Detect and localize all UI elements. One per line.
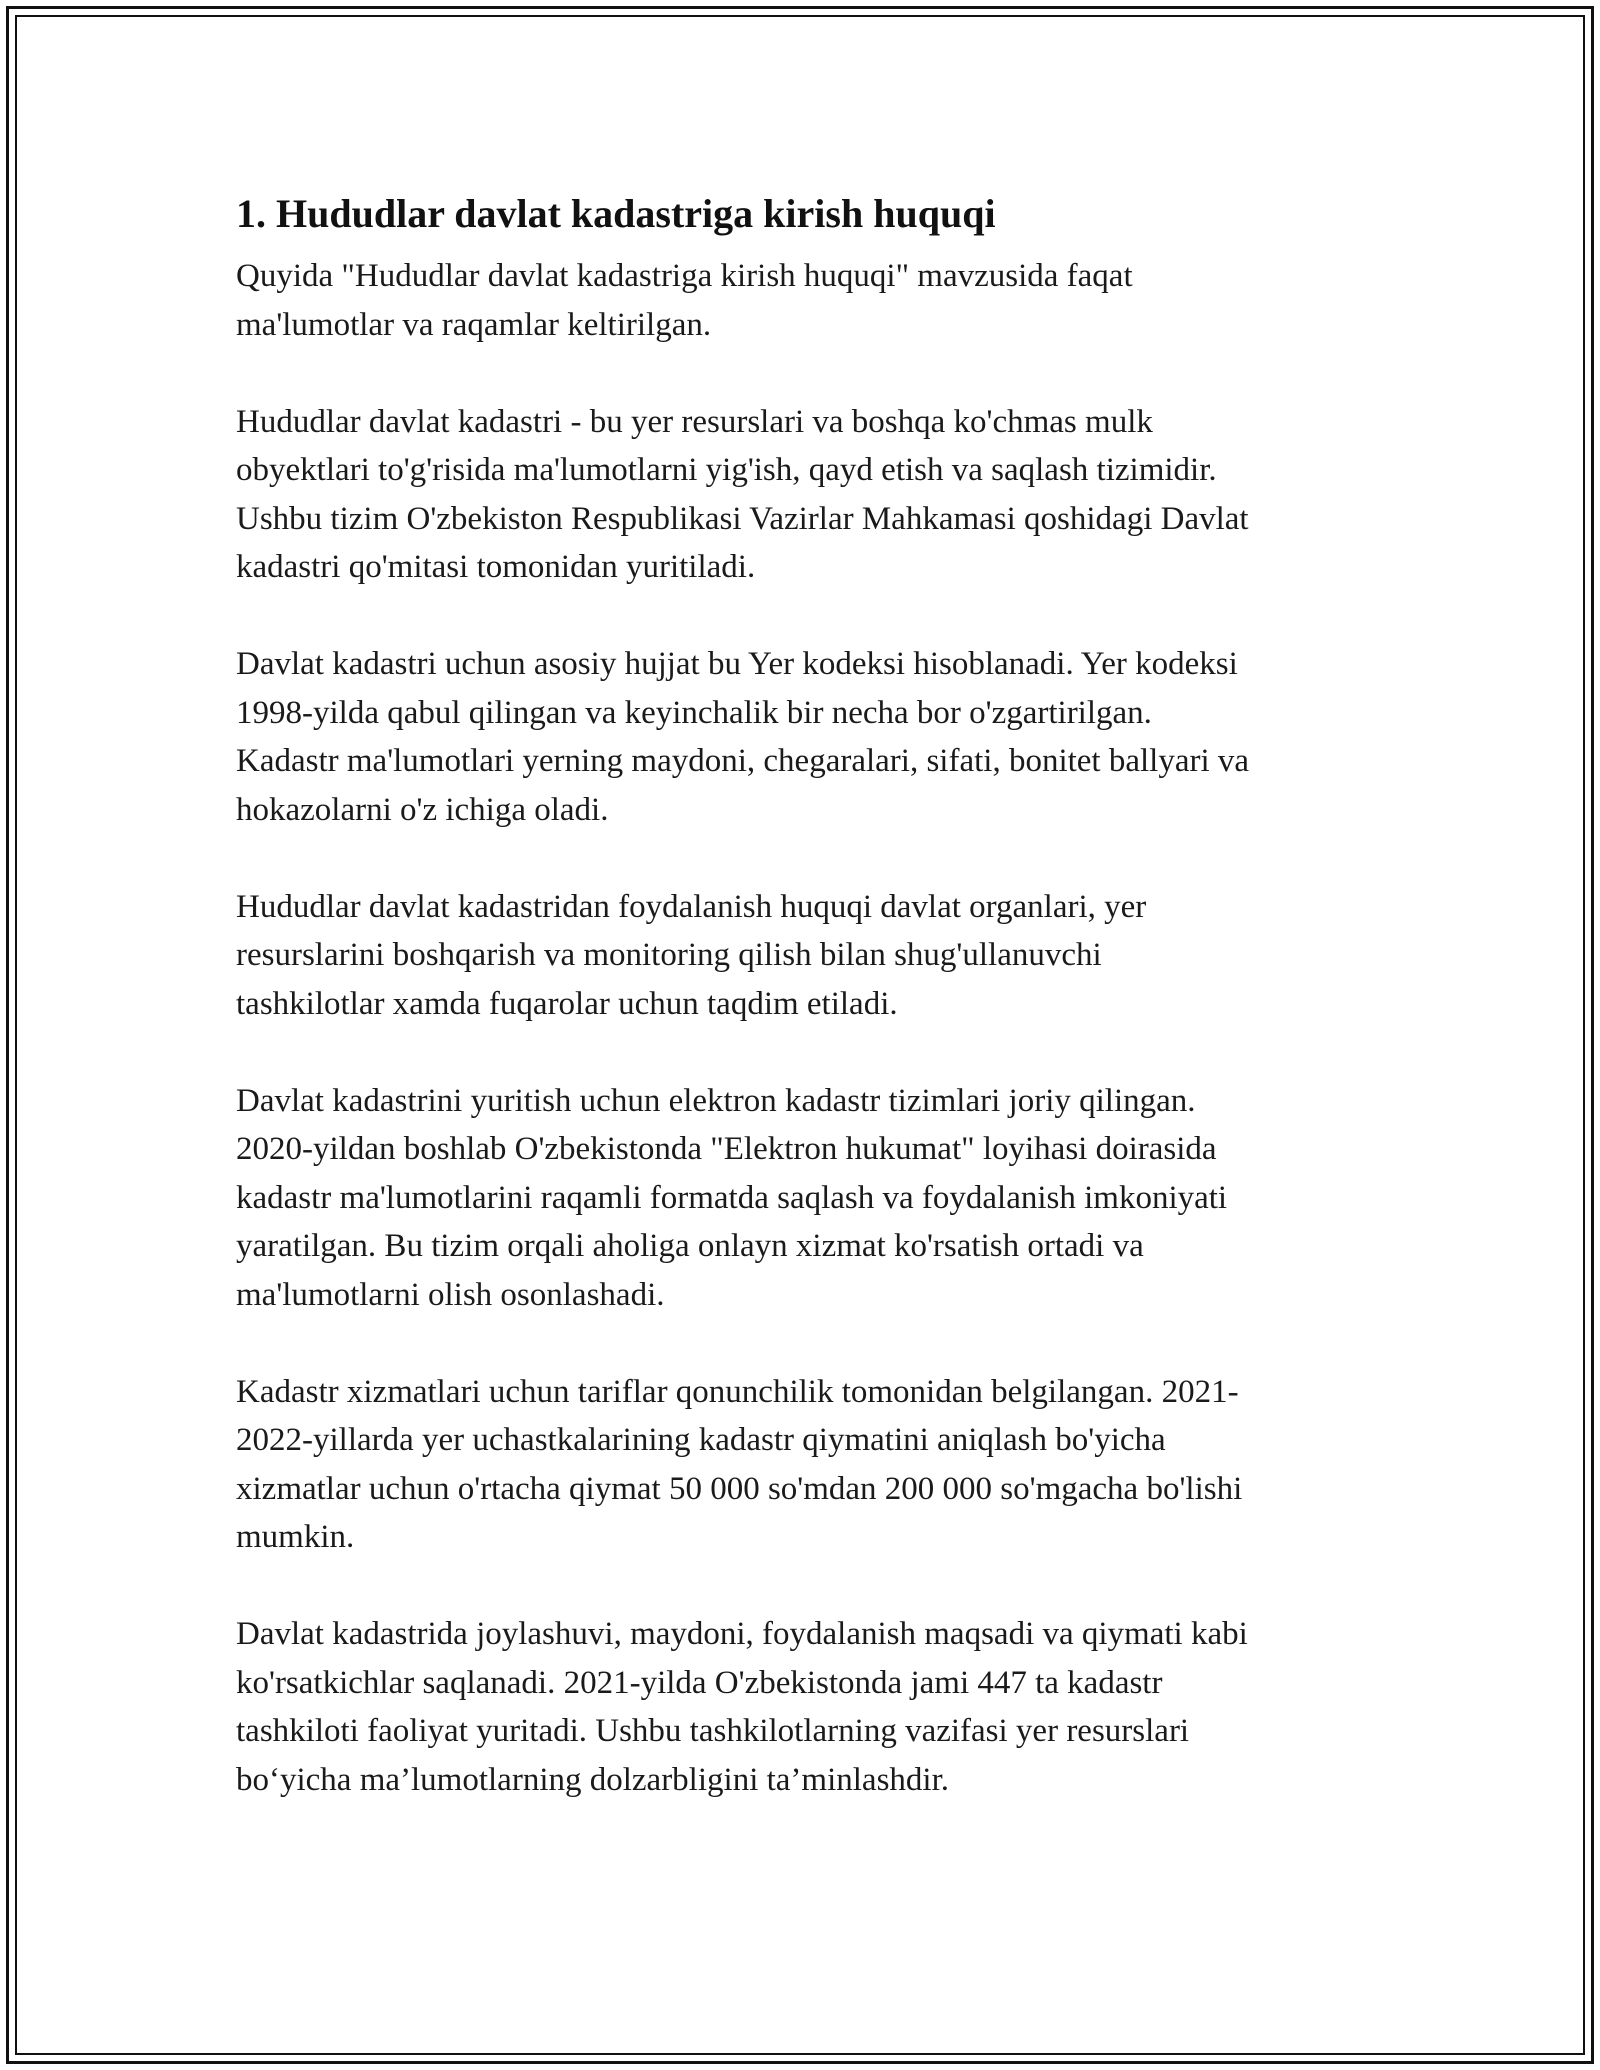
paragraph-line: hokazolarni o'z ichiga oladi.	[236, 791, 609, 828]
paragraph-3	[236, 640, 1376, 834]
paragraph-line: Davlat kadastrini yuritish uchun elektron kadastr tizimlari joriy qilingan.	[236, 1082, 1196, 1119]
paragraph-line: yaratilgan. Bu tizim orqali aholiga onlayn xizmat ko'rsatish ortadi va	[236, 1228, 1144, 1264]
paragraph-line: 1998-yilda qabul qilingan va keyinchalik bir necha bor o'zgartirilgan.	[236, 694, 1152, 731]
paragraph-line: 2020-yildan boshlab O'zbekistonda "Elektron hukumat" loyihasi doirasida	[236, 1131, 1217, 1167]
paragraph-7	[236, 1610, 1376, 1804]
paragraph-line: ko'rsatkichlar saqlanadi. 2021-yilda O'zbekistonda jami 447 ta kadastr	[236, 1664, 1163, 1701]
paragraph-line: bo‘yicha ma’lumotlarning dolzarbligini ta’minlashdir.	[236, 1761, 949, 1798]
paragraph-line: tashkiloti faoliyat yuritadi. Ushbu tashkilotlarning vazifasi yer resurslari	[236, 1713, 1190, 1749]
paragraph-1	[236, 252, 1376, 349]
paragraph-2	[236, 398, 1376, 592]
paragraph-line: Hududlar davlat kadastridan foydalanish huquqi davlat organlari, yer	[236, 888, 1147, 925]
paragraph-line: xizmatlar uchun o'rtacha qiymat 50 000 so'mdan 200 000 so'mgacha bo'lishi	[236, 1470, 1243, 1507]
paragraph-line: Davlat kadastri uchun asosiy hujjat bu Yer kodeksi hisoblanadi. Yer kodeksi	[236, 646, 1238, 682]
paragraph-line: Ushbu tizim O'zbekiston Respublikasi Vazirlar Mahkamasi qoshidagi Davlat	[236, 500, 1249, 537]
paragraph-line: resurslarini boshqarish va monitoring qilish bilan shug'ullanuvchi	[236, 937, 1102, 973]
paragraph-line: Davlat kadastrida joylashuvi, maydoni, foydalanish maqsadi va qiymati kabi	[236, 1616, 1248, 1652]
paragraph-line: obyektlari to'g'risida ma'lumotlarni yig'ish, qayd etish va saqlash tizimidir.	[236, 452, 1217, 488]
paragraph-4	[236, 883, 1376, 1029]
paragraph-line: kadastr ma'lumotlarini raqamli formatda saqlash va foydalanish imkoniyati	[236, 1179, 1228, 1216]
paragraph-line: Kadastr ma'lumotlari yerning maydoni, chegaralari, sifati, bonitet ballyari va	[236, 743, 1250, 779]
paragraph-line: kadastri qo'mitasi tomonidan yuritiladi.	[236, 549, 756, 585]
paragraph-line: ma'lumotlar va raqamlar keltirilgan.	[236, 306, 712, 343]
paragraph-line: Hududlar davlat kadastri - bu yer resurslari va boshqa ko'chmas mulk	[236, 403, 1153, 440]
paragraph-line: 2022-yillarda yer uchastkalarining kadastr qiymatini aniqlash bo'yicha	[236, 1422, 1166, 1458]
document-body	[236, 182, 1376, 1853]
paragraph-list	[236, 252, 1376, 1804]
paragraph-line: Quyida "Hududlar davlat kadastriga kirish huquqi" mavzusida faqat	[236, 258, 1133, 294]
paragraph-line: ma'lumotlarni olish osonlashadi.	[236, 1276, 665, 1313]
paragraph-6	[236, 1368, 1376, 1562]
page-title: 1. Hududlar davlat kadastriga kirish huquqi	[236, 191, 996, 236]
paragraph-line: tashkilotlar xamda fuqarolar uchun taqdim etiladi.	[236, 985, 898, 1022]
paragraph-line: mumkin.	[236, 1519, 355, 1555]
paragraph-line: Kadastr xizmatlari uchun tariflar qonunchilik tomonidan belgilangan. 2021-	[236, 1373, 1239, 1410]
paragraph-5	[236, 1077, 1376, 1320]
